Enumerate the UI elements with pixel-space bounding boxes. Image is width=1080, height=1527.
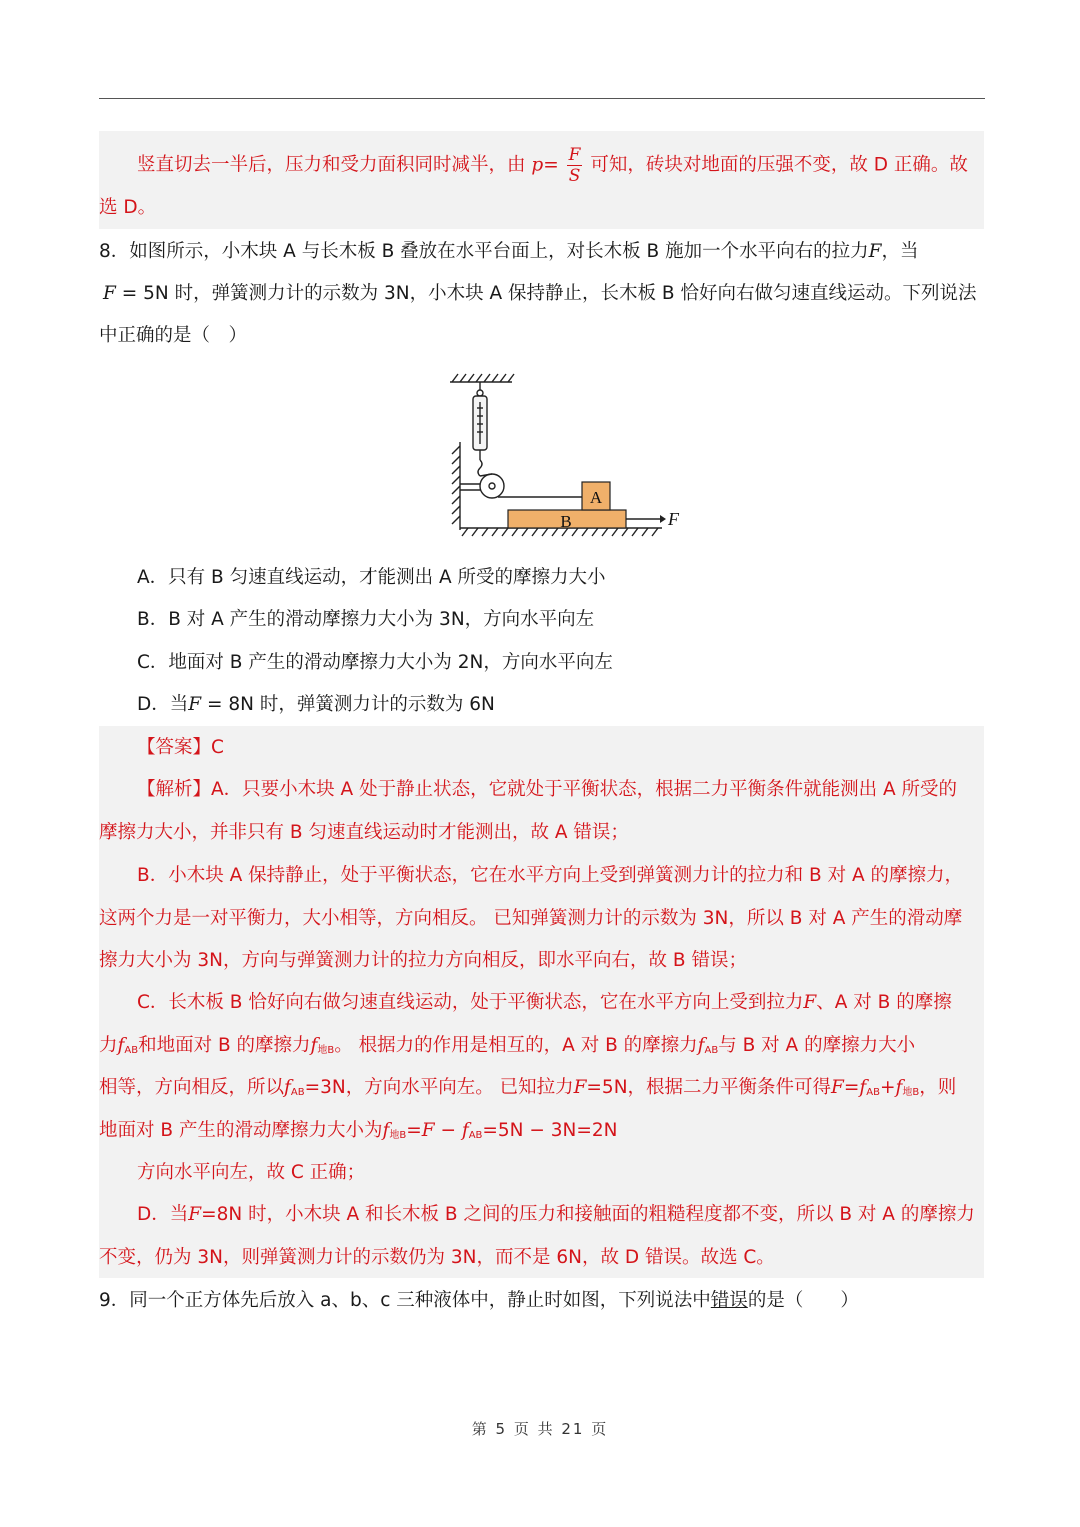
text: =5N − 3N=2N (482, 1120, 618, 1141)
text: =5N，根据二力平衡条件可得 (586, 1077, 832, 1098)
pulley (480, 474, 504, 498)
friction-symbol: f (382, 1120, 390, 1141)
analysis-line-12: 不变，仍为 3N，则弹簧测力计的示数仍为 3N，而不是 6N，故 D 错误。故选 C。 (99, 1247, 775, 1268)
text: 、A 对 B 的摩擦 (816, 992, 952, 1013)
text: − (434, 1120, 462, 1141)
subscript: 地B (902, 1087, 920, 1098)
text: =3N，方向水平向左。 已知拉力 (304, 1077, 574, 1098)
label-force-f: F (668, 509, 679, 529)
previous-answer-line-2: 选 D。 (99, 197, 157, 218)
force-symbol: F (188, 694, 202, 715)
text: =8N 时，小木块 A 和长木板 B 之间的压力和接触面的粗糙程度都不变，所以 B 对 A 的摩擦力 (201, 1204, 975, 1225)
q8-option-a: A．只有 B 匀速直线运动，才能测出 A 所受的摩擦力大小 (137, 567, 606, 588)
fraction-numerator: F (568, 145, 581, 165)
subscript: 地B (389, 1130, 407, 1141)
subscript: AB (290, 1087, 305, 1098)
analysis-line-4: 这两个力是一对平衡力，大小相等，方向相反。 已知弹簧测力计的示数为 3N，所以 B 对 A 产生的滑动摩 (99, 908, 963, 929)
equals: = (543, 154, 559, 176)
text: 可知，砖块对地面的压强不变，故 D 正确。故 (590, 154, 968, 176)
text: 9．同一个正方体先后放入 a、b、c 三种液体中，静止时如图，下列说法中 (99, 1290, 711, 1311)
pressure-symbol: p (531, 154, 544, 176)
q8-line-2 (103, 281, 976, 307)
label-block-a: A (589, 488, 603, 507)
text: ，当 (881, 241, 919, 262)
text: = (406, 1120, 422, 1141)
text: 力 (99, 1035, 118, 1056)
analysis-line-8 (99, 1075, 956, 1106)
friction-symbol: f (310, 1035, 318, 1056)
text: ，则 (919, 1077, 957, 1098)
force-symbol: F (803, 992, 817, 1013)
force-symbol: F (103, 283, 116, 304)
text: 相等，方向相反，所以 (99, 1077, 285, 1098)
text: D．当 (137, 694, 189, 715)
header-rule (99, 98, 985, 99)
subscript: 地B (317, 1045, 335, 1056)
text: 地面对 B 产生的滑动摩擦力大小为 (99, 1120, 383, 1141)
text: 与 B 对 A 的摩擦力大小 (718, 1035, 916, 1056)
wall-hatch (452, 446, 460, 524)
previous-answer-line-1 (137, 145, 968, 186)
underlined-word: 错误 (710, 1290, 748, 1311)
ceiling-hatch (452, 374, 514, 382)
analysis-line-6 (137, 990, 952, 1016)
friction-symbol: f (117, 1035, 125, 1056)
friction-symbol: f (284, 1077, 291, 1098)
q8-option-c: C．地面对 B 产生的滑动摩擦力大小为 2N，方向水平向左 (137, 652, 613, 673)
force-symbol: F (421, 1120, 435, 1141)
analysis-line-2: 摩擦力大小，并非只有 B 匀速直线运动时才能测出，故 A 错误； (99, 822, 629, 843)
answer-line: 【答案】C (137, 737, 224, 758)
subscript: AB (468, 1130, 483, 1141)
subscript: AB (124, 1045, 139, 1056)
spring-scale-figure (440, 362, 690, 544)
q9-line (99, 1288, 859, 1314)
text: D．当 (137, 1204, 189, 1225)
subscript: AB (866, 1087, 880, 1098)
analysis-line-5: 擦力大小为 3N，方向与弹簧测力计的拉力方向相反，即水平向右，故 B 错误； (99, 950, 747, 971)
text: = 5N 时，弹簧测力计的示数为 3N，小木块 A 保持静止，长木板 B 恰好向右做匀速直线运动。下列说法 (115, 283, 977, 304)
analysis-line-11 (137, 1202, 975, 1228)
label-block-b: B (560, 512, 572, 531)
analysis-line-1: 【解析】A．只要小木块 A 处于静止状态，它就处于平衡状态，根据二力平衡条件就能测出 A 所受的 (137, 779, 957, 800)
force-symbol: F (188, 1204, 202, 1225)
force-symbol: F (573, 1077, 587, 1098)
text: 的是（ ） (747, 1290, 859, 1311)
force-symbol: F (831, 1077, 844, 1098)
q8-option-d (137, 692, 495, 718)
analysis-line-7 (99, 1033, 915, 1064)
q8-line-3: 中正确的是（ ） (99, 325, 248, 346)
text: = (843, 1077, 860, 1098)
friction-symbol: f (461, 1120, 469, 1141)
analysis-line-10: 方向水平向左，故 C 正确； (137, 1162, 366, 1183)
text: 竖直切去一半后，压力和受力面积同时减半，由 (137, 154, 526, 176)
friction-symbol: f (895, 1077, 903, 1098)
pressure-fraction (567, 145, 583, 186)
text: + (879, 1077, 896, 1098)
text: 8．如图所示，小木块 A 与长木板 B 叠放在水平台面上，对长木板 B 施加一个水平向右的拉力 (99, 241, 869, 262)
friction-symbol: f (697, 1035, 705, 1056)
analysis-line-3: B．小木块 A 保持静止，处于平衡状态，它在水平方向上受到弹簧测力计的拉力和 B 对 A 的摩擦力， (137, 865, 963, 886)
fraction-denominator: S (568, 166, 581, 186)
text: 。 根据力的作用是相互的，A 对 B 的摩擦力 (334, 1035, 698, 1056)
friction-symbol: f (859, 1077, 867, 1098)
text: = 8N 时，弹簧测力计的示数为 6N (201, 694, 495, 715)
q8-line-1 (99, 239, 918, 265)
subscript: AB (704, 1045, 719, 1056)
text: C．长木板 B 恰好向右做匀速直线运动，处于平衡状态，它在水平方向上受到拉力 (137, 992, 804, 1013)
text: 和地面对 B 的摩擦力 (138, 1035, 311, 1056)
page-footer: 第 5 页 共 21 页 (471, 1420, 609, 1438)
force-symbol: F (868, 241, 882, 262)
analysis-line-9 (99, 1118, 617, 1149)
q8-option-b: B．B 对 A 产生的滑动摩擦力大小为 3N，方向水平向左 (137, 609, 595, 630)
